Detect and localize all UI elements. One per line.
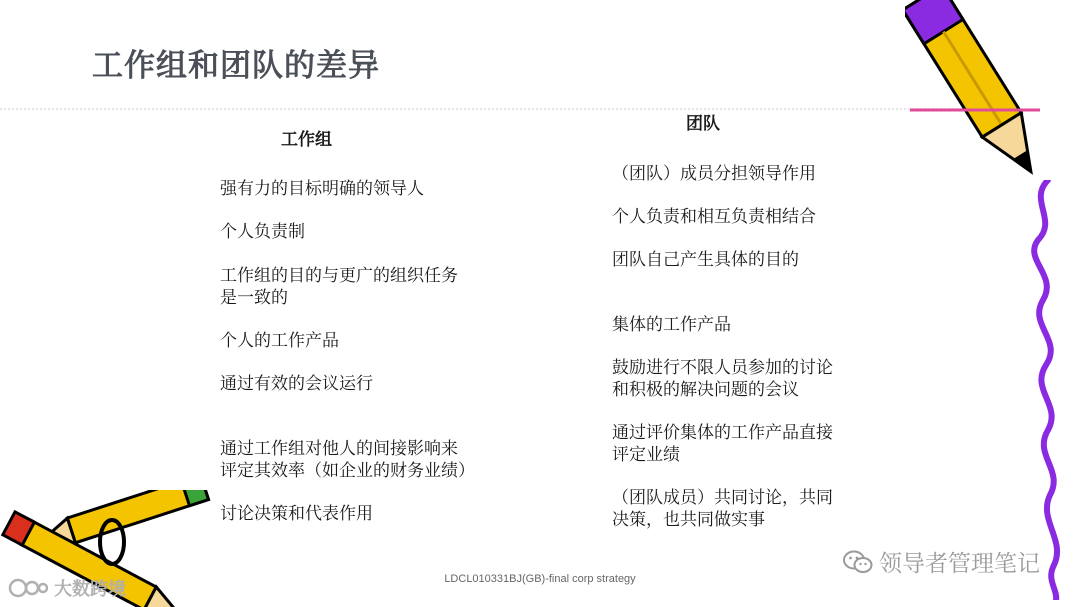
team-item: 集体的工作产品 xyxy=(612,315,731,335)
title-divider xyxy=(0,108,1010,110)
slide-footer: LDCL010331BJ(GB)-final corp strategy xyxy=(444,573,636,585)
team-item: 团队自己产生具体的目的 xyxy=(612,250,799,270)
work-group-item: 通过有效的会议运行 xyxy=(220,374,373,394)
wechat-icon xyxy=(843,549,873,575)
work-group-item: 个人的工作产品 xyxy=(220,331,339,351)
work-group-item: 强有力的目标明确的领导人 xyxy=(220,179,424,199)
pencil-icon xyxy=(905,0,1065,200)
work-group-item: 个人负责制 xyxy=(220,222,305,242)
work-group-heading: 工作组 xyxy=(281,130,332,150)
work-group-item: 讨论决策和代表作用 xyxy=(220,504,373,524)
watermark-left-text: 大数跨境 xyxy=(54,579,126,600)
work-group-item: 工作组的目的与更广的组织任务 是一致的 xyxy=(220,266,458,308)
logo-icon xyxy=(8,577,48,599)
team-item: （团队）成员分担领导作用 xyxy=(612,164,816,184)
slide-title: 工作组和团队的差异 xyxy=(92,48,380,84)
team-item: 鼓励进行不限人员参加的讨论 和积极的解决问题的会议 xyxy=(612,358,833,400)
watermark-right-text: 领导者管理笔记 xyxy=(879,551,1040,577)
squiggle-line-icon xyxy=(1018,180,1080,600)
watermark-left xyxy=(8,575,126,601)
watermark-right xyxy=(843,545,1040,578)
team-item: （团队成员）共同讨论，共同 决策，也共同做实事 xyxy=(612,488,833,530)
team-item: 个人负责和相互负责相结合 xyxy=(612,207,816,227)
team-item: 通过评价集体的工作产品直接 评定业绩 xyxy=(612,423,833,465)
work-group-item: 通过工作组对他人的间接影响来 评定其效率（如企业的财务业绩） xyxy=(220,439,475,481)
team-heading: 团队 xyxy=(686,114,720,134)
